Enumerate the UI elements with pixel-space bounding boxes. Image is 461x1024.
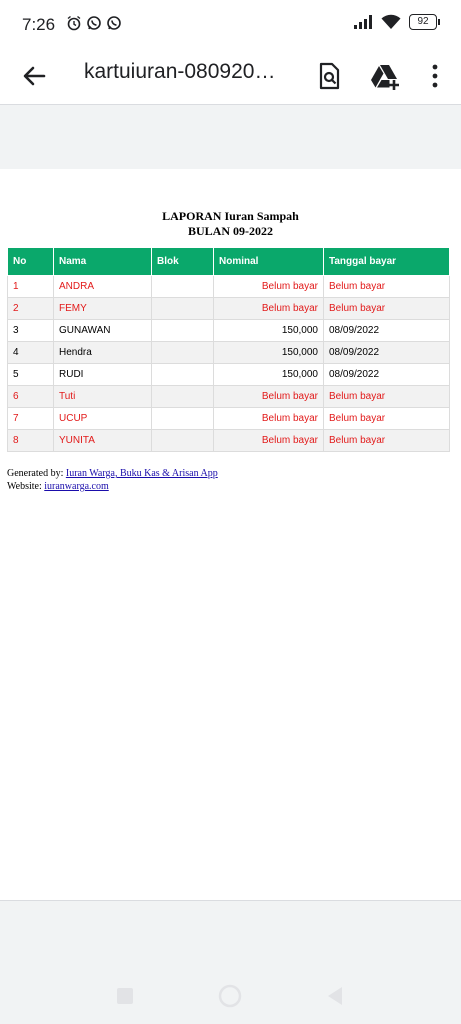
cell-nama: UCUP [54,408,152,430]
signal-icon [353,14,373,30]
cell-blok [152,320,214,342]
cell-nominal: Belum bayar [214,386,324,408]
status-time: 7:26 [22,15,56,34]
cell-nominal: Belum bayar [214,298,324,320]
generated-by-label: Generated by: [7,468,64,479]
table-row [8,276,450,298]
cell-nominal: Belum bayar [214,276,324,298]
cell-blok [152,298,214,320]
cell-nominal: 150,000 [214,342,324,364]
more-vert-icon[interactable] [419,60,451,92]
report-title [0,209,461,239]
find-in-page-icon[interactable] [313,60,345,92]
top-app-bar [0,48,461,105]
wifi-icon [381,14,401,30]
document-page [0,169,461,900]
cell-nama: GUNAWAN [54,320,152,342]
alarm-icon [66,15,82,31]
report-title-line1: LAPORAN Iuran Sampah [162,209,299,223]
cell-blok [152,276,214,298]
battery-icon [409,14,437,30]
cell-tanggal: Belum bayar [324,298,450,320]
viewer-background-bottom [0,900,461,971]
generated-by-line [7,467,218,480]
table-row [8,364,450,386]
cell-nominal: Belum bayar [214,430,324,452]
table-row [8,408,450,430]
drive-add-icon[interactable] [369,60,401,92]
column-header-no: No [8,248,54,276]
battery-level: 92 [417,16,429,27]
status-icons-right [353,14,437,30]
cell-blok [152,386,214,408]
generated-by-link[interactable]: Iuran Warga, Buku Kas & Arisan App [65,468,218,479]
cell-no: 4 [8,342,54,364]
status-icons-left [66,15,122,31]
table-row [8,430,450,452]
table-header-row [8,248,450,276]
cell-tanggal: 08/09/2022 [324,364,450,386]
column-header-blok: Blok [152,248,214,276]
cell-tanggal: 08/09/2022 [324,320,450,342]
cell-no: 7 [8,408,54,430]
cell-no: 2 [8,298,54,320]
cell-tanggal: Belum bayar [324,408,450,430]
cell-nama: Hendra [54,342,152,364]
cell-blok [152,342,214,364]
report-title-line2: BULAN 09-2022 [187,224,273,238]
recents-square-icon[interactable] [111,982,139,1010]
cell-tanggal: 08/09/2022 [324,342,450,364]
table-row [8,386,450,408]
cell-nominal: Belum bayar [214,408,324,430]
cell-nama: YUNITA [54,430,152,452]
cell-blok [152,430,214,452]
whatsapp-icon [106,15,122,31]
website-link[interactable]: iuranwarga.com [44,481,109,492]
column-header-nominal: Nominal [214,248,324,276]
cell-tanggal: Belum bayar [324,430,450,452]
cell-tanggal: Belum bayar [324,386,450,408]
cell-no: 5 [8,364,54,386]
cell-no: 6 [8,386,54,408]
cell-blok [152,408,214,430]
back-triangle-icon[interactable] [322,982,350,1010]
website-line [7,480,218,493]
viewer-background-top [0,105,461,169]
table-row [8,342,450,364]
status-bar [0,0,461,48]
cell-nama: FEMY [54,298,152,320]
whatsapp-icon [86,15,102,31]
system-navigation-bar [0,970,461,1024]
cell-nominal: 150,000 [214,364,324,386]
home-circle-icon[interactable] [216,982,244,1010]
table-row [8,320,450,342]
column-header-tanggal-bayar: Tanggal bayar [324,248,450,276]
cell-nama: ANDRA [54,276,152,298]
cell-no: 3 [8,320,54,342]
document-title: kartuiuran-080920… [84,60,276,83]
column-header-nama: Nama [54,248,152,276]
cell-nama: RUDI [54,364,152,386]
cell-no: 1 [8,276,54,298]
cell-tanggal: Belum bayar [324,276,450,298]
website-label: Website: [7,481,42,492]
back-arrow-icon[interactable] [20,62,48,90]
cell-nominal: 150,000 [214,320,324,342]
table-row [8,298,450,320]
report-footer [7,467,218,493]
cell-no: 8 [8,430,54,452]
report-table [7,247,450,452]
cell-nama: Tuti [54,386,152,408]
cell-blok [152,364,214,386]
